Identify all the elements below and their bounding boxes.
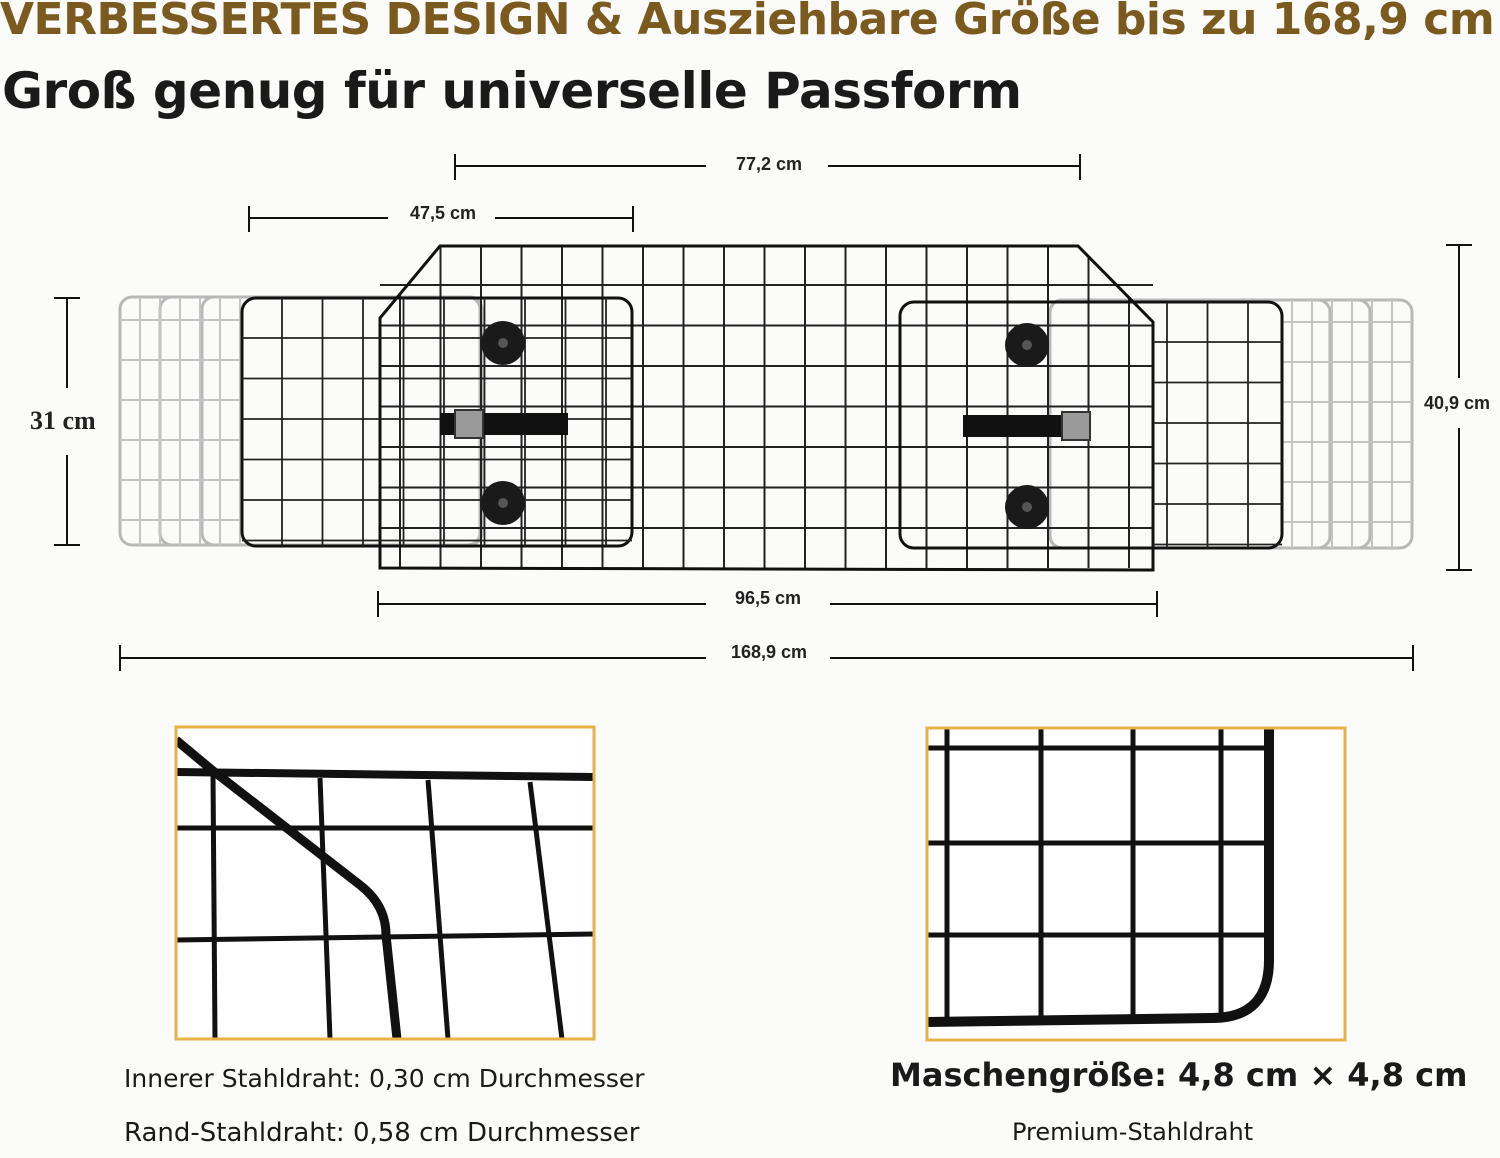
detail-mesh-closeup [927, 728, 1345, 1040]
dim-base-width: 96,5 cm [734, 588, 802, 608]
dim-total-width: 168,9 cm [730, 642, 808, 662]
dim-right-height: 40,9 cm [1424, 393, 1491, 413]
headline: VERBESSERTES DESIGN & Ausziehbare Größe bis zu 168,9 cm [0, 0, 1495, 45]
dim-side-width: 47,5 cm [409, 203, 477, 223]
subheadline: Groß genug für universelle Passform [2, 62, 1022, 120]
caption-inner-wire: Innerer Stahldraht: 0,30 cm Durchmesser [124, 1064, 645, 1093]
caption-mesh-size: Maschengröße: 4,8 cm × 4,8 cm [890, 1056, 1468, 1094]
caption-edge-wire: Rand-Stahldraht: 0,58 cm Durchmesser [124, 1118, 640, 1148]
dim-left-height: 31 cm [30, 406, 96, 435]
left-side-panel [242, 298, 632, 546]
detail-wire-closeup [176, 727, 594, 1039]
dim-top-width: 77,2 cm [735, 154, 803, 174]
caption-premium: Premium-Stahldraht [1012, 1118, 1254, 1146]
side-panel-grid [242, 298, 1282, 548]
